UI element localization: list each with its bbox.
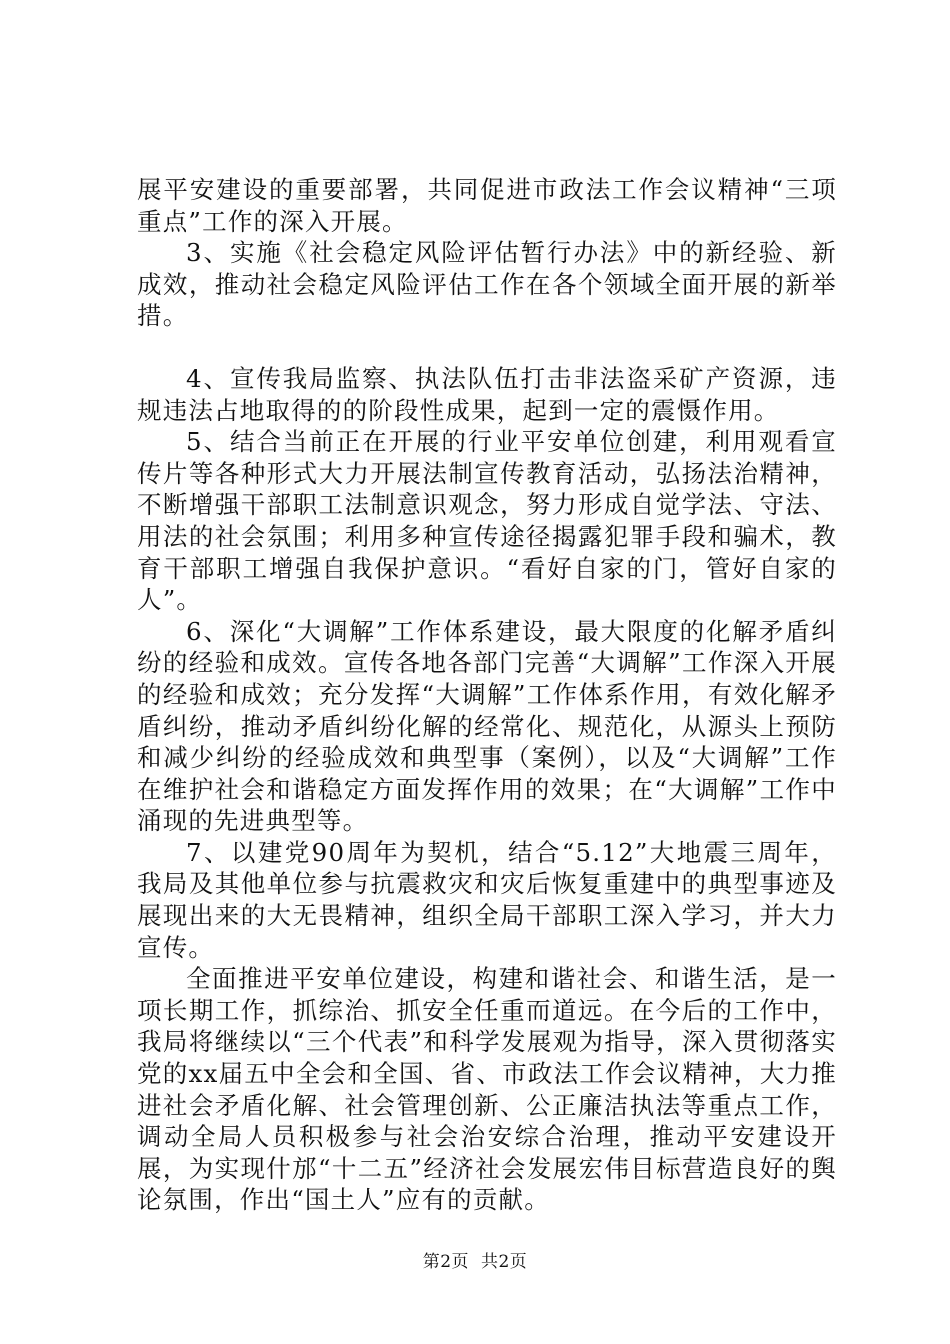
paragraph-item-4: 4、宣传我局监察、执法队伍打击非法盗采矿产资源，违规违法占地取得的的阶段性成果，起到一定的震慑作用。 bbox=[137, 363, 837, 425]
page-footer bbox=[0, 1247, 950, 1272]
document-body bbox=[137, 174, 837, 1216]
paragraph-continuation: 展平安建设的重要部署，共同促进市政法工作会议精神“三项重点”工作的深入开展。 bbox=[137, 175, 837, 236]
page-total: 共2页 bbox=[480, 1252, 528, 1272]
paragraph-item-6: 6、深化“大调解”工作体系建设，最大限度的化解矛盾纠纷的经验和成效。宣传各地各部门完善“大调解”工作深入开展的经验和成效；充分发挥“大调解”工作体系作用，有效化解矛盾纠纷，推动矛盾纠纷化解的经常化、规范化，从源头上预防和减少纠纷的经验成效和典型事（案例），以及“大调解”工作在维护社会和谐稳定方面发挥作用的效果；在“大调解”工作中涌现的先进典型等。 bbox=[137, 616, 837, 836]
paragraph-item-3: 3、实施《社会稳定风险评估暂行办法》中的新经验、新成效，推动社会稳定风险评估工作在各个领域全面开展的新举措。 bbox=[137, 238, 837, 331]
paragraph-item-7: 7、以建党90周年为契机，结合“5.12”大地震三周年，我局及其他单位参与抗震救灾和灾后恢复重建中的典型事迹及展现出来的大无畏精神，组织全局干部职工深入学习，并大力宣传。 bbox=[137, 837, 837, 962]
page-number: 第2页 bbox=[422, 1252, 470, 1272]
paragraph-item-5: 5、结合当前正在开展的行业平安单位创建，利用观看宣传片等各种形式大力开展法制宣传教育活动，弘扬法治精神，不断增强干部职工法制意识观念，努力形成自觉学法、守法、用法的社会氛围；利用多种宣传途径揭露犯罪手段和骗术，教育干部职工增强自我保护意识。“看好自家的门，管好自家的人”。 bbox=[137, 427, 837, 615]
paragraph-conclusion: 全面推进平安单位建设，构建和谐社会、和谐生活，是一项长期工作，抓综治、抓安全任重而道远。在今后的工作中，我局将继续以“三个代表”和科学发展观为指导，深入贯彻落实党的xx届五中全会和全国、省、市政法工作会议精神，大力推进社会矛盾化解、社会管理创新、公正廉洁执法等重点工作，调动全局人员积极参与社会治安综合治理，推动平安建设开展，为实现什邡“十二五”经济社会发展宏伟目标营造良好的舆论氛围，作出“国土人”应有的贡献。 bbox=[137, 964, 837, 1215]
